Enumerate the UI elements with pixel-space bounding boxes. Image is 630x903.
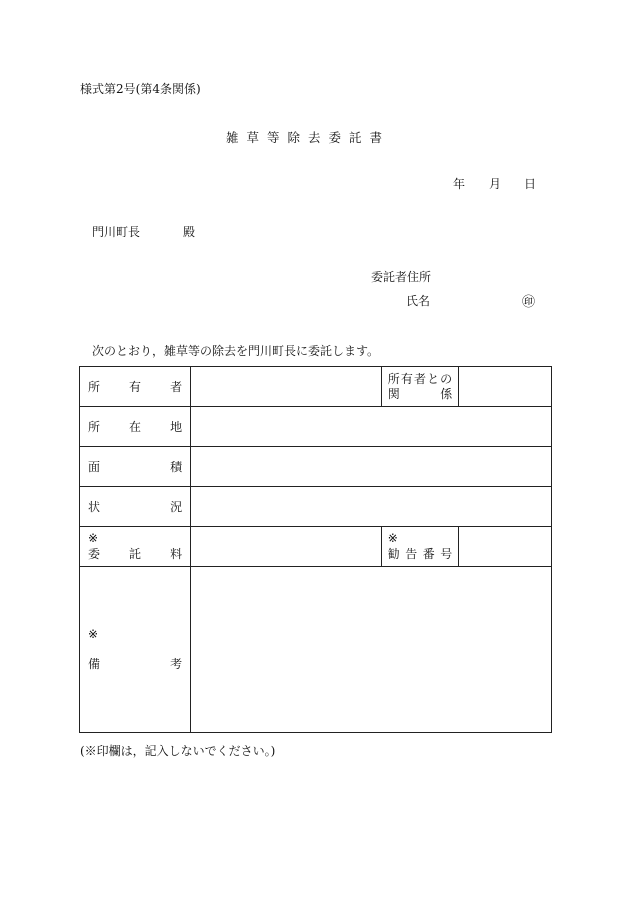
- consignor-name-label: 氏名: [406, 294, 431, 308]
- location-label-char: 所: [88, 420, 101, 434]
- relation-label-char: と: [427, 371, 440, 386]
- fee-label-char: 委: [88, 546, 101, 561]
- notice-no-value-cell[interactable]: [459, 527, 552, 567]
- office-use-mark: ※: [88, 530, 99, 545]
- location-label-char: 在: [129, 420, 142, 434]
- fee-label-cell: [80, 527, 191, 567]
- relation-label-char: 有: [400, 371, 413, 386]
- relation-label-char: 関: [387, 386, 400, 401]
- location-value-cell[interactable]: [191, 407, 552, 447]
- status-label-char: 状: [88, 500, 101, 514]
- office-use-mark: ※: [88, 626, 99, 641]
- location-label-char: 地: [170, 420, 183, 434]
- relation-value-cell[interactable]: [459, 367, 552, 407]
- remarks-value-cell[interactable]: [191, 567, 552, 733]
- intro-text: 次のとおり，雑草等の除去を門川町長に委託します。: [92, 344, 380, 358]
- fee-label-char: 料: [170, 546, 183, 561]
- remarks-label-char: 考: [170, 656, 183, 671]
- notice-no-label-cell: [381, 527, 458, 567]
- owner-label-char: 有: [129, 380, 142, 394]
- office-use-mark: ※: [387, 530, 398, 545]
- owner-label-char: 者: [170, 380, 183, 394]
- date-month: 月: [489, 177, 502, 191]
- remarks-label-cell: [80, 567, 191, 733]
- date-day: 日: [524, 177, 537, 191]
- relation-label-cell: [381, 367, 458, 407]
- area-label-cell: [80, 447, 191, 487]
- relation-label-char: 者: [413, 371, 426, 386]
- date-year: 年: [453, 177, 466, 191]
- notice-no-label-char: 告: [405, 546, 418, 561]
- remarks-label-char: 備: [88, 656, 101, 671]
- relation-label-char: 所: [387, 371, 400, 386]
- fee-label-char: 託: [129, 546, 142, 561]
- addressee-honorific: 殿: [183, 225, 196, 239]
- consignor-address-label: 委託者住所: [371, 270, 432, 284]
- footnote: (※印欄は，記入しないでください。): [80, 744, 276, 758]
- notice-no-label-char: 号: [440, 546, 453, 561]
- form-number: 様式第2号(第4条関係): [80, 82, 201, 96]
- seal-mark: ㊞: [522, 295, 536, 310]
- fee-value-cell[interactable]: [191, 527, 382, 567]
- owner-value-cell[interactable]: [191, 367, 382, 407]
- status-value-cell[interactable]: [191, 487, 552, 527]
- notice-no-label-char: 勧: [387, 546, 400, 561]
- document-title: 雑草等除去委託書: [226, 130, 391, 145]
- status-label-char: 況: [170, 500, 183, 514]
- relation-label-char: 係: [440, 386, 453, 401]
- consignment-table: [79, 366, 552, 733]
- area-label-char: 面: [88, 460, 101, 474]
- owner-label-cell: [80, 367, 191, 407]
- owner-label-char: 所: [88, 380, 101, 394]
- location-label-cell: [80, 407, 191, 447]
- notice-no-label-char: 番: [422, 546, 435, 561]
- addressee-name: 門川町長: [92, 225, 141, 239]
- relation-label-char: の: [440, 371, 453, 386]
- area-value-cell[interactable]: [191, 447, 552, 487]
- area-label-char: 積: [170, 460, 183, 474]
- status-label-cell: [80, 487, 191, 527]
